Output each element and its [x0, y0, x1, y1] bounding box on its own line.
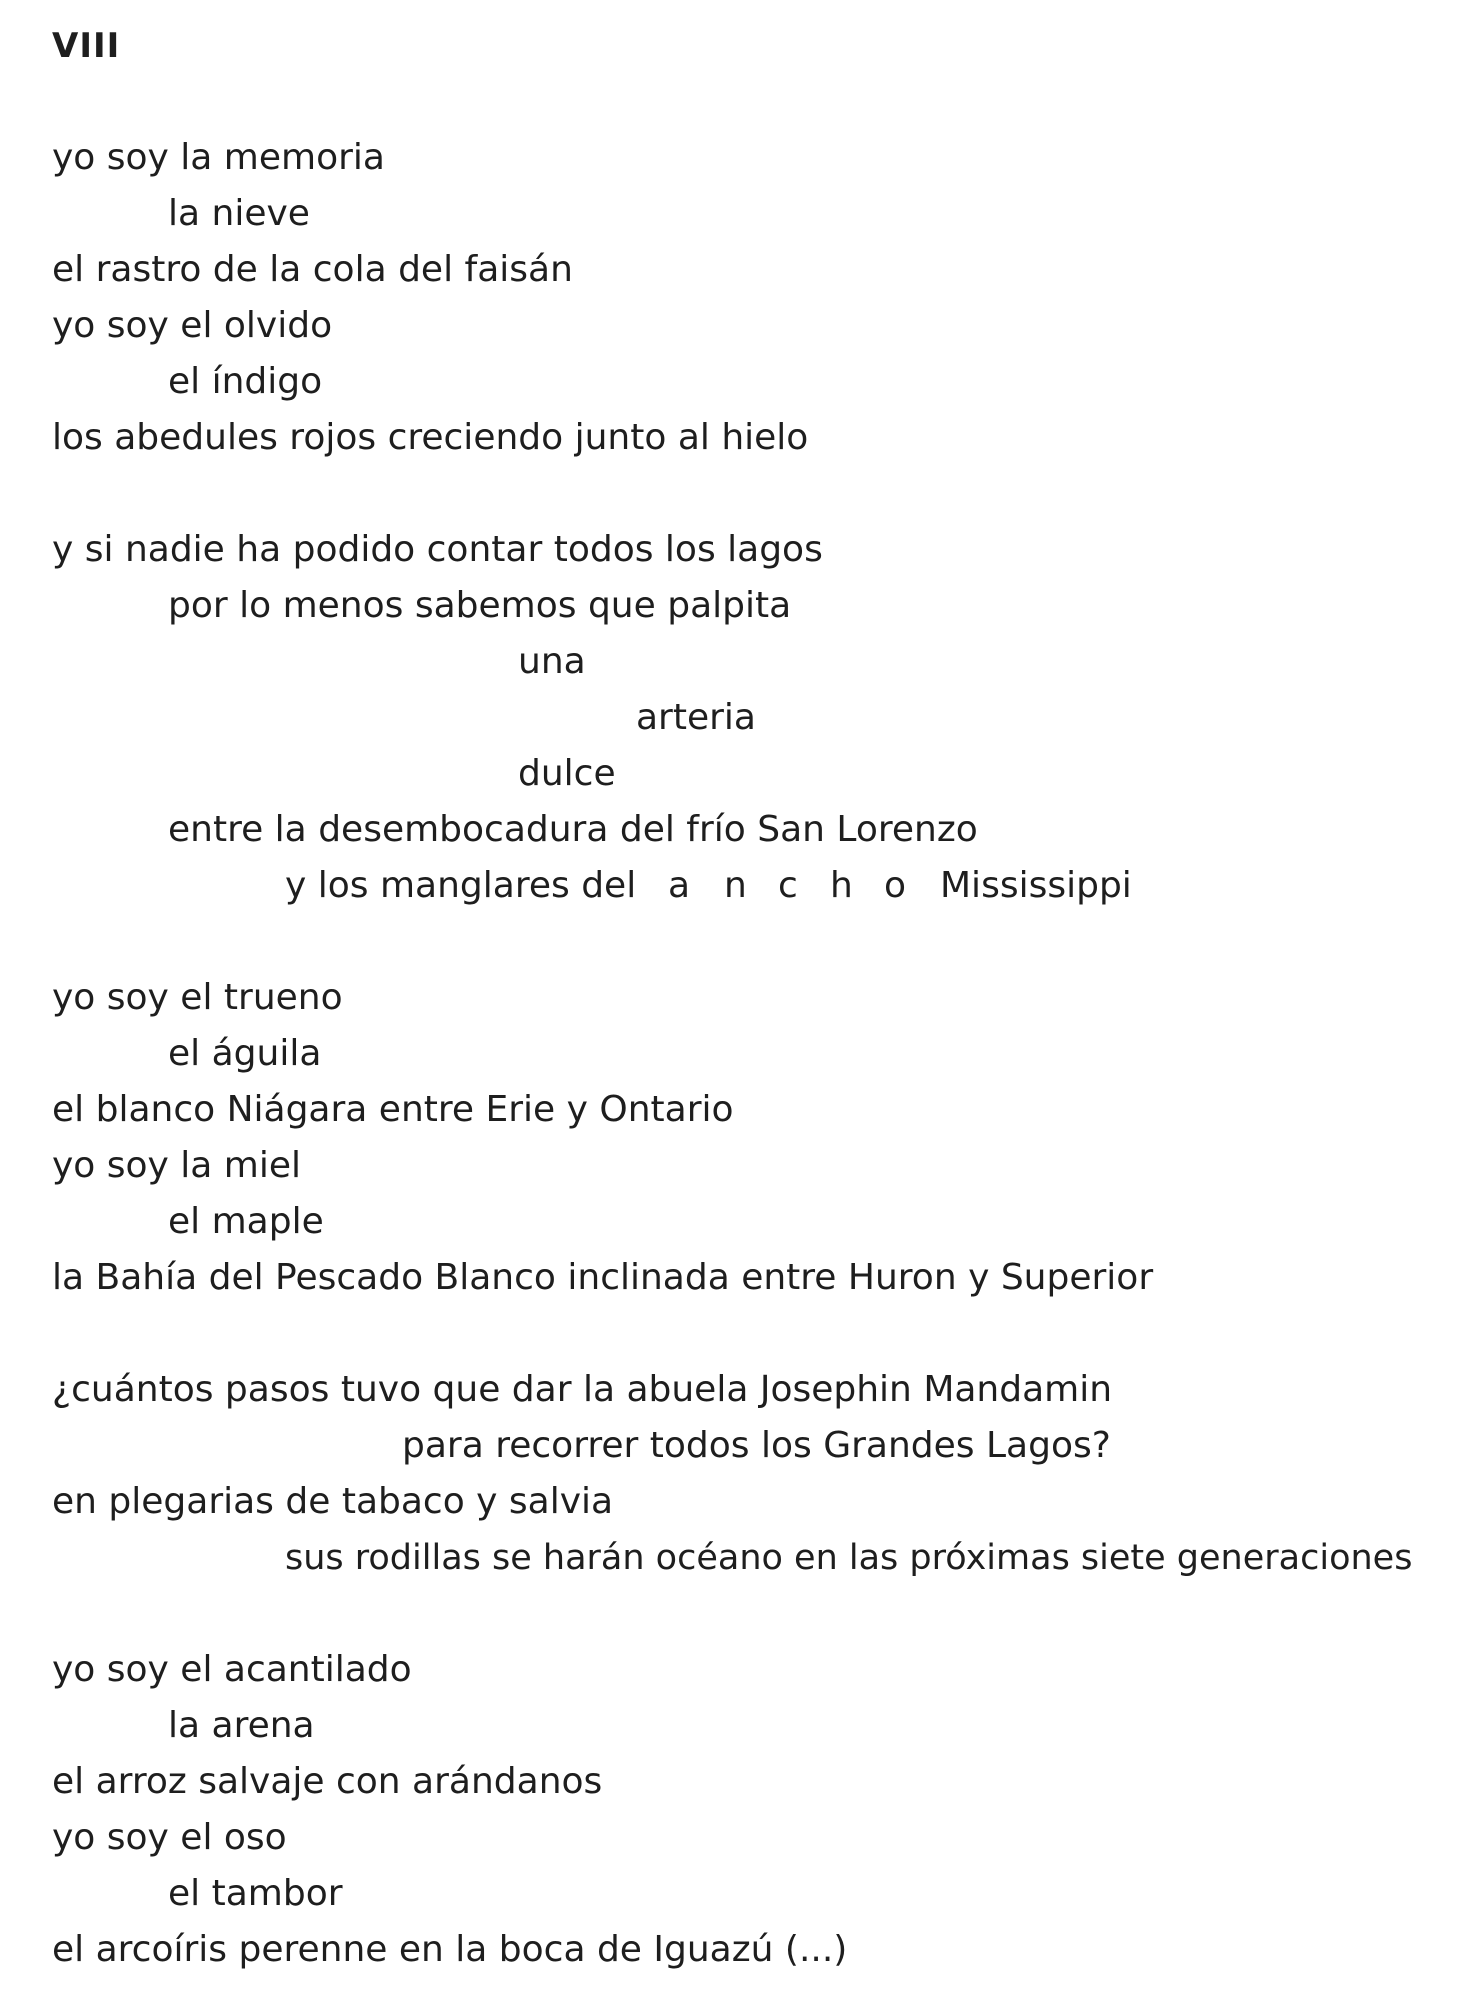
- spaced-letter: o: [884, 865, 907, 906]
- poem-title: VIII: [52, 26, 121, 66]
- poem-line: en plegarias de tabaco y salvia: [52, 1481, 614, 1522]
- poem-line: yo soy la miel: [52, 1145, 302, 1186]
- poem-line: arteria: [636, 697, 756, 738]
- poem-line: la nieve: [168, 193, 310, 234]
- poem-line: yo soy la memoria: [52, 137, 385, 178]
- poem-line: ¿cuántos pasos tuvo que dar la abuela Josephin Mandamin: [52, 1369, 1113, 1410]
- poem-line: para recorrer todos los Grandes Lagos?: [402, 1425, 1111, 1466]
- poem-line: la Bahía del Pescado Blanco inclinada entre Huron y Superior: [52, 1257, 1154, 1298]
- poem-line: los abedules rojos creciendo junto al hielo: [52, 417, 809, 458]
- poem-line: el arroz salvaje con arándanos: [52, 1761, 603, 1802]
- poem-line: yo soy el olvido: [52, 305, 333, 346]
- poem-line: el índigo: [168, 361, 323, 402]
- poem-line: yo soy el trueno: [52, 977, 343, 1018]
- poem-line: yo soy el acantilado: [52, 1649, 412, 1690]
- poem-line: sus rodillas se harán océano en las próximas siete generaciones: [285, 1538, 1413, 1578]
- poem-line: una: [518, 641, 586, 682]
- poem-line: el rastro de la cola del faisán: [52, 249, 573, 290]
- poem-line: el arcoíris perenne en la boca de Iguazú (...): [52, 1929, 848, 1970]
- poem-line: entre la desembocadura del frío San Lorenzo: [168, 809, 978, 850]
- poem-line: yo soy el oso: [52, 1817, 287, 1858]
- poem-line: y si nadie ha podido contar todos los lagos: [52, 529, 823, 570]
- spaced-letter: n: [724, 865, 747, 906]
- poem-line-end: Mississippi: [940, 865, 1132, 906]
- poem-line: el tambor: [168, 1873, 343, 1914]
- poem-line: por lo menos sabemos que palpita: [168, 585, 792, 626]
- spaced-letter: h: [830, 865, 853, 906]
- poem-line: el maple: [168, 1201, 324, 1242]
- poem-line: la arena: [168, 1705, 315, 1746]
- spaced-letter: a: [668, 865, 691, 906]
- poem-line: dulce: [518, 753, 616, 794]
- spaced-letter: c: [778, 865, 798, 906]
- poem-line: el blanco Niágara entre Erie y Ontario: [52, 1089, 734, 1130]
- poem-line: y los manglares del: [285, 865, 637, 906]
- poem-line: el águila: [168, 1033, 322, 1074]
